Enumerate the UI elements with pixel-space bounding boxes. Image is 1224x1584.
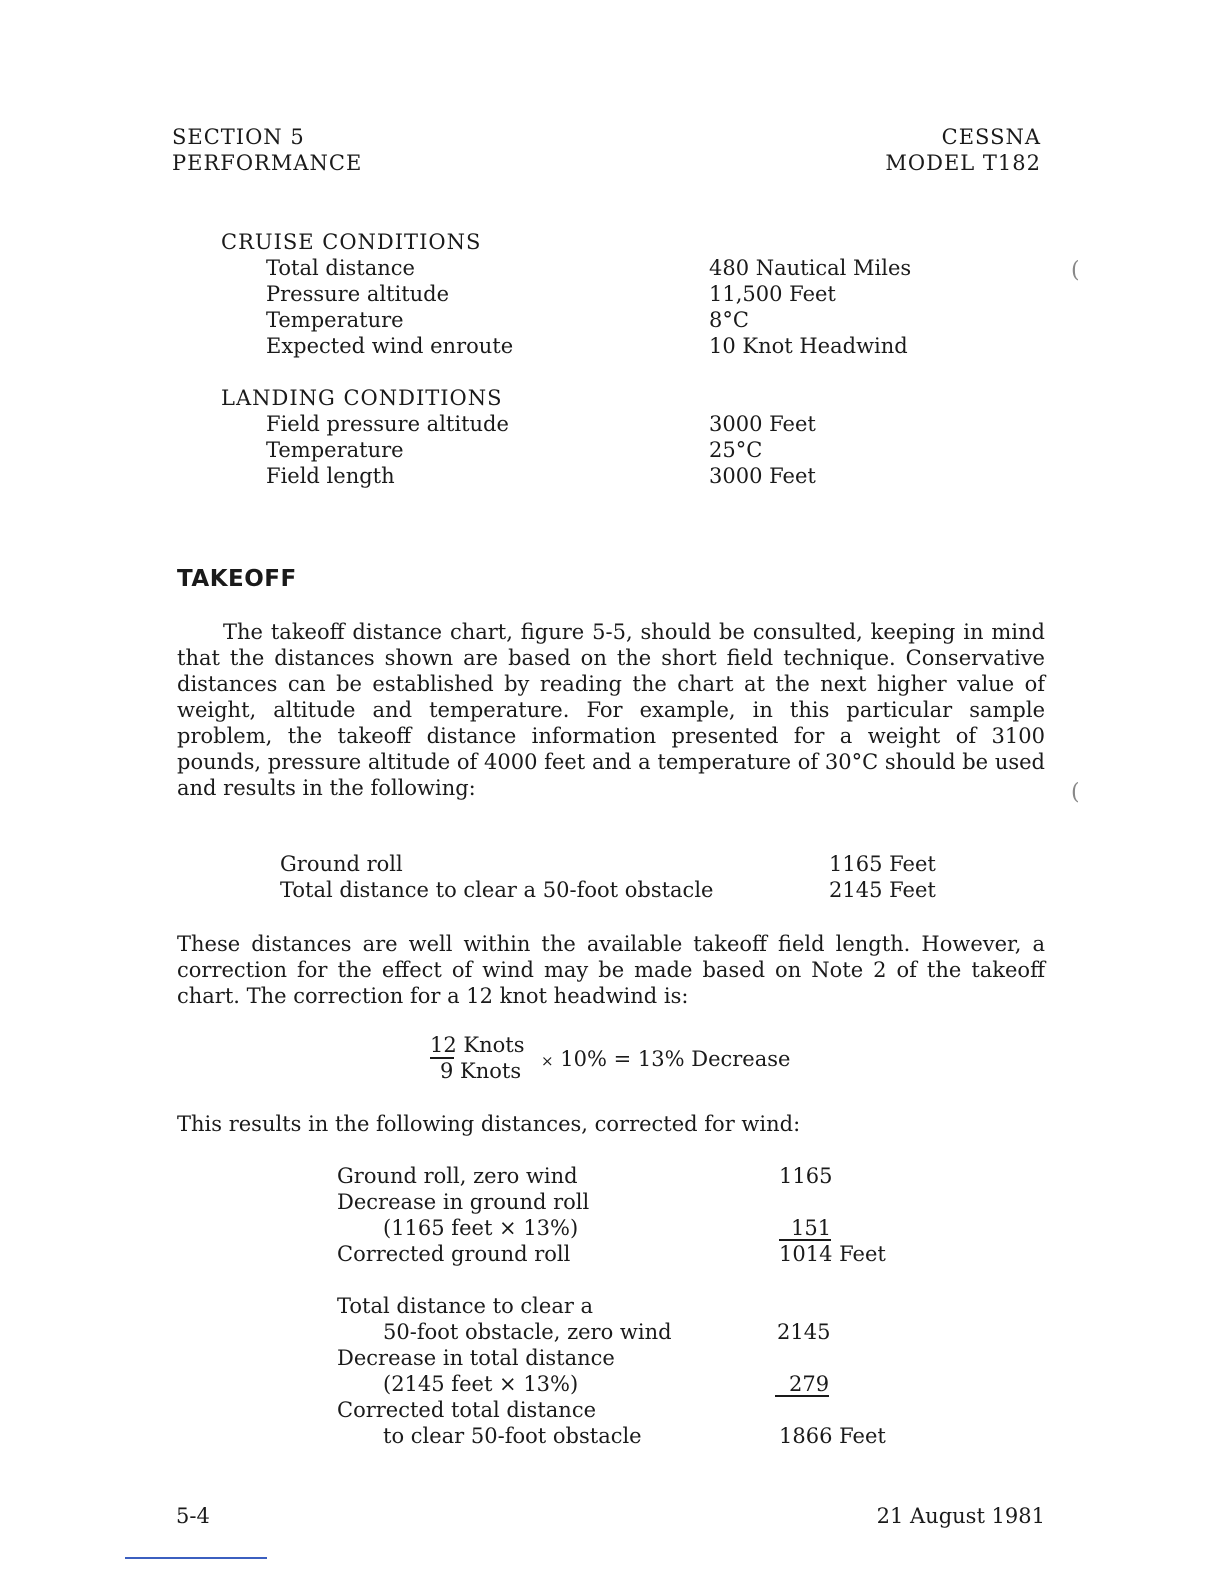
- result-value: 1165 Feet: [829, 852, 936, 876]
- landing-label: Field pressure altitude: [266, 412, 509, 436]
- underlined-value: 279: [775, 1373, 829, 1397]
- calc-value: 1014 Feet: [779, 1242, 886, 1266]
- calc-value: 1866 Feet: [779, 1424, 886, 1448]
- calc-value: 1165: [779, 1164, 833, 1188]
- formula-result: 10% = 13% Decrease: [560, 1047, 791, 1071]
- fraction-denominator: 9 Knots: [440, 1059, 522, 1083]
- landing-label: Field length: [266, 464, 395, 488]
- model-label: MODEL T182: [885, 151, 1041, 175]
- cruise-value: 10 Knot Headwind: [709, 334, 908, 358]
- calc-sublabel: 50-foot obstacle, zero wind: [383, 1320, 672, 1344]
- times-sign: ×: [541, 1052, 554, 1070]
- cruise-label: Total distance: [266, 256, 415, 280]
- underlined-value: 151: [779, 1217, 831, 1241]
- calc-value: [775, 1371, 829, 1397]
- takeoff-heading: TAKEOFF: [177, 566, 297, 592]
- numerator-value: 12: [430, 1033, 457, 1057]
- calc-sublabel: to clear 50-foot obstacle: [383, 1424, 642, 1448]
- manufacturer-label: CESSNA: [941, 125, 1041, 149]
- numerator-unit: Knots: [463, 1033, 525, 1057]
- landing-value: 3000 Feet: [709, 464, 816, 488]
- calc-label: Corrected ground roll: [337, 1242, 571, 1266]
- cruise-value: 480 Nautical Miles: [709, 256, 912, 280]
- revision-date: 21 August 1981: [876, 1504, 1045, 1528]
- corrected-intro: This results in the following distances, corrected for wind:: [177, 1112, 801, 1136]
- result-value: 2145 Feet: [829, 878, 936, 902]
- takeoff-paragraph: The takeoff distance chart, figure 5-5, should be consulted, keeping in mind that the distances shown are based on the short field technique. Conservative distances can be established by reading the chart at the next higher value of weight, altitude and temperature. For example, in this particular sample problem, the takeoff distance information presented for a weight of 3100 pounds, pressure altitude of 4000 feet and a temperature of 30°C should be used and results in the following:: [177, 620, 1045, 800]
- wind-correction-paragraph: These distances are well within the available takeoff field length. However, a correction for the effect of wind may be made based on Note 2 of the takeoff chart. The correction for a 12 knot headwind is:: [177, 932, 1045, 1008]
- cruise-value: 8°C: [709, 308, 749, 332]
- landing-value: 25°C: [709, 438, 763, 462]
- cruise-value: 11,500 Feet: [709, 282, 836, 306]
- landing-conditions-title: LANDING CONDITIONS: [221, 386, 503, 410]
- cruise-label: Expected wind enroute: [266, 334, 514, 358]
- result-label: Total distance to clear a 50-foot obstacle: [280, 878, 714, 902]
- cruise-label: Pressure altitude: [266, 282, 450, 306]
- calc-label: Corrected total distance: [337, 1398, 597, 1422]
- section-label: SECTION 5: [172, 125, 305, 149]
- landing-label: Temperature: [266, 438, 404, 462]
- calc-value: [779, 1215, 831, 1241]
- calc-label: Total distance to clear a: [337, 1294, 594, 1318]
- fraction-numerator: [430, 1032, 525, 1058]
- calc-sublabel: (2145 feet × 13%): [383, 1372, 579, 1396]
- cruise-label: Temperature: [266, 308, 404, 332]
- result-label: Ground roll: [280, 852, 403, 876]
- calc-label: Ground roll, zero wind: [337, 1164, 578, 1188]
- formula-rest: [541, 1046, 790, 1074]
- calc-label: Decrease in ground roll: [337, 1190, 590, 1214]
- margin-mark: (: [1071, 780, 1080, 805]
- calc-sublabel: (1165 feet × 13%): [383, 1216, 579, 1240]
- footer-rule: [125, 1557, 267, 1559]
- cruise-conditions-title: CRUISE CONDITIONS: [221, 230, 482, 254]
- page-number: 5-4: [176, 1504, 210, 1528]
- calc-label: Decrease in total distance: [337, 1346, 615, 1370]
- landing-value: 3000 Feet: [709, 412, 816, 436]
- margin-mark: (: [1071, 258, 1080, 283]
- calc-value: 2145: [777, 1320, 831, 1344]
- section-title: PERFORMANCE: [172, 151, 363, 175]
